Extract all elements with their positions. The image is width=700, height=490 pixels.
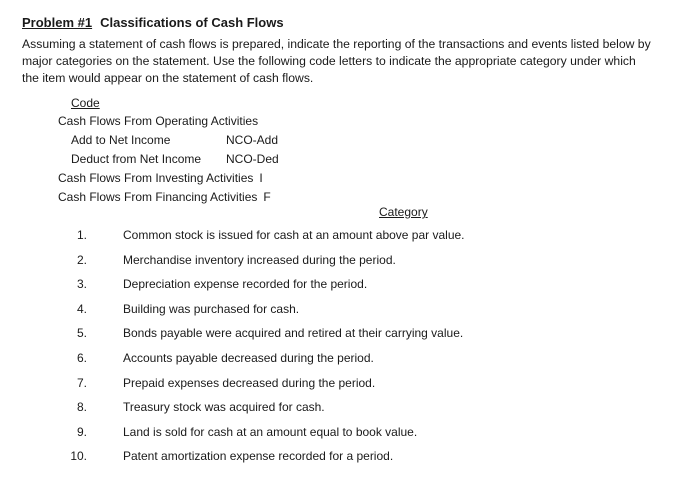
list-item [0,253,700,278]
item-text: Land is sold for cash at an amount equal to book value. [123,424,418,439]
code-financing-value: F [263,190,271,204]
list-item [0,277,700,302]
item-number: 8. [76,400,87,415]
item-number: 10. [70,449,87,464]
item-text: Merchandise inventory increased during the period. [123,252,396,267]
code-add-label: Add to Net Income [71,133,171,147]
list-item [0,425,700,450]
list-item [0,302,700,327]
list-item [0,400,700,425]
item-text: Prepaid expenses decreased during the period. [123,375,376,390]
instructions-line: major categories on the statement. Use the following code letters to indicate the appropriate category under which [22,54,636,68]
code-row-investing [58,171,271,190]
instructions-line: the item would appear on the statement of cash flows. [22,71,314,85]
transaction-list [0,228,700,474]
list-item [0,351,700,376]
list-item [0,376,700,401]
instructions-paragraph [22,36,692,87]
code-legend [58,114,279,209]
item-text: Building was purchased for cash. [123,301,300,316]
item-number: 6. [76,350,87,365]
item-number: 7. [76,375,87,390]
item-number: 2. [76,252,87,267]
code-operating-label: Cash Flows From Operating Activities [58,114,259,128]
list-item [0,228,700,253]
item-number: 5. [76,326,87,341]
code-deduct-label: Deduct from Net Income [71,152,202,166]
item-number: 1. [76,228,87,242]
code-row-add [58,133,279,152]
code-investing-value: I [259,171,263,185]
problem-heading [22,15,284,30]
code-row-financing [58,190,271,209]
item-text: Patent amortization expense recorded for a period. [123,449,394,464]
instructions-line: Assuming a statement of cash flows is prepared, indicate the reporting of the transactions and events listed below by [22,37,651,51]
code-row-deduct [58,152,279,171]
list-item [0,326,700,351]
item-text: Common stock is issued for cash at an amount above par value. [123,228,465,242]
item-text: Accounts payable decreased during the period. [123,350,374,365]
problem-label: Problem #1 [22,15,93,30]
item-number: 9. [76,424,87,439]
item-text: Depreciation expense recorded for the period. [123,277,368,292]
category-heading: Category [379,205,428,219]
item-text: Bonds payable were acquired and retired at their carrying value. [123,326,464,341]
code-deduct-value: NCO-Ded [226,152,279,166]
code-row-operating [58,114,271,133]
code-financing-label: Cash Flows From Financing Activities [58,190,258,204]
code-add-value: NCO-Add [226,133,279,147]
list-item [0,449,700,474]
item-number: 3. [76,277,87,292]
problem-title: Classifications of Cash Flows [100,15,284,30]
code-heading: Code [71,96,100,110]
code-investing-label: Cash Flows From Investing Activities [58,171,254,185]
item-text: Treasury stock was acquired for cash. [123,400,325,415]
item-number: 4. [76,301,87,316]
